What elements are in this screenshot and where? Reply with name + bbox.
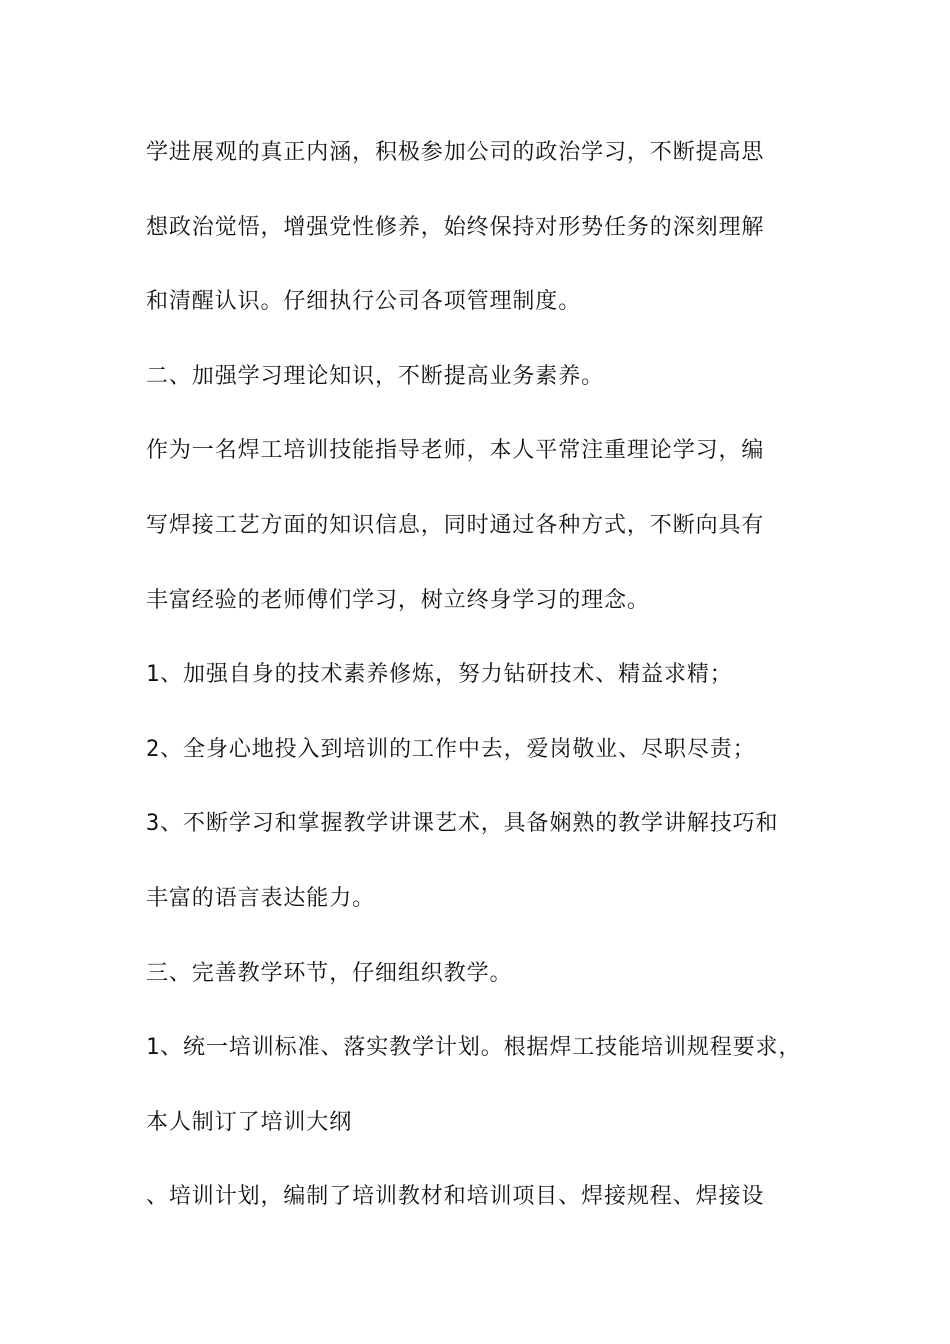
- body-line: 学进展观的真正内涵，积极参加公司的政治学习，不断提高思: [146, 140, 765, 165]
- body-line: 本人制订了培训大纲: [146, 1109, 353, 1135]
- list-item: 1、统一培训标准、落实教学计划。根据焊工技能培训规程要求，: [146, 1035, 802, 1061]
- section-heading: 三、完善教学环节，仔细组织教学。: [146, 960, 513, 986]
- body-line: 丰富的语言表达能力。: [146, 885, 376, 911]
- body-line: 、培训计划，编制了培训教材和培训项目、焊接规程、焊接设: [146, 1184, 765, 1210]
- body-line: 和清醒认识。仔细执行公司各项管理制度。: [146, 289, 582, 315]
- body-line: 写焊接工艺方面的知识信息，同时通过各种方式，不断向具有: [146, 512, 765, 538]
- body-line: 想政治觉悟，增强党性修养，始终保持对形势任务的深刻理解: [146, 214, 765, 240]
- list-item: 2、全身心地投入到培训的工作中去，爱岗敬业、尽职尽责；: [146, 736, 756, 762]
- body-line: 作为一名焊工培训技能指导老师，本人平常注重理论学习，编: [146, 438, 765, 464]
- body-line: 丰富经验的老师傅们学习，树立终身学习的理念。: [146, 587, 650, 613]
- document-body: [146, 130, 836, 1249]
- list-item: 3、不断学习和掌握教学讲课艺术，具备娴熟的教学讲解技巧和: [146, 811, 779, 837]
- list-item: 1、加强自身的技术素养修炼，努力钻研技术、精益求精；: [146, 662, 733, 688]
- section-heading: 二、加强学习理论知识，不断提高业务素养。: [146, 363, 605, 389]
